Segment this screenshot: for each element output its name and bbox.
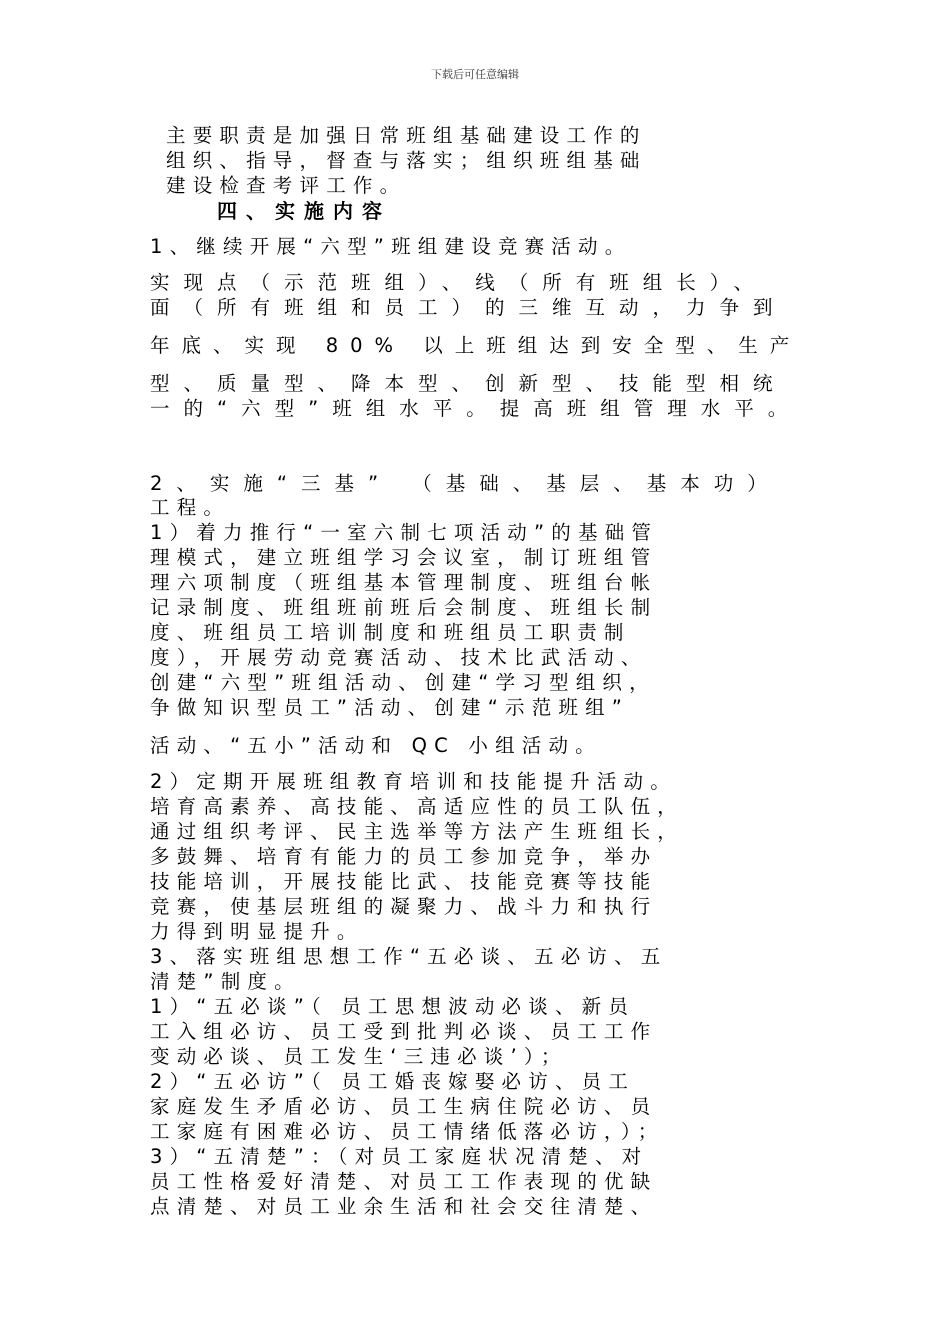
text-line: 度、班组员工培训制度和班组员工职责制 xyxy=(150,621,631,644)
text-line: 2）定期开展班组教育培训和技能提升活动。 xyxy=(150,770,677,793)
text-line: 创建“六型”班组活动、创建“学习型组织， xyxy=(150,671,656,694)
text-line: 理模式，建立班组学习会议室，制订班组管 xyxy=(150,546,658,569)
text-line: 2、实施“三基” （基础、基层、基本功） xyxy=(150,472,781,495)
text-line: 3）“五清楚”：（对员工家庭状况清楚、对 xyxy=(150,1145,649,1168)
text-line: 型、质量型、降本型、创新型、技能型相统 xyxy=(150,372,787,395)
text-line: 主要职责是加强日常班组基础建设工作的 xyxy=(166,124,647,147)
text-line: 面（所有班组和员工）的三维互动，力争到 xyxy=(150,296,787,319)
text-line: 竞赛，使基层班组的凝聚力、战斗力和执行 xyxy=(150,895,658,918)
text-line: 2）“五必访”（ 员工婚丧嫁娶必访、员工 xyxy=(150,1070,636,1093)
text-line: 多鼓舞、培育有能力的员工参加竞争，举办 xyxy=(150,845,658,868)
text-line: 1）着力推行“一室六制七项活动”的基础管 xyxy=(150,521,659,544)
text-line: 1、继续开展“六型”班组建设竞赛活动。 xyxy=(150,235,632,258)
text-line: 度），开展劳动竞赛活动、技术比武活动、 xyxy=(150,646,648,669)
text-line: 变动必谈、员工发生‘三违必谈’）； xyxy=(150,1045,568,1068)
text-line: 组织、指导，督查与落实；组织班组基础 xyxy=(166,149,647,172)
text-line: 3、落实班组思想工作“五必谈、五必访、五 xyxy=(150,945,668,968)
text-line: 一的“六型”班组水平。提高班组管理水平。 xyxy=(150,397,802,420)
text-line: 工入组必访、员工受到批判必谈、员工工作 xyxy=(150,1020,658,1043)
text-line: 记录制度、班组班前班后会制度、班组长制 xyxy=(150,596,658,619)
text-line: 活动、“五小”活动和 QC 小组活动。 xyxy=(150,734,602,757)
text-line: 年底、实现 80% 以上班组达到安全型、生产 xyxy=(150,334,802,357)
text-line: 工家庭有困难必访、员工情绪低落必访，）； xyxy=(150,1120,665,1143)
text-line: 工程。 xyxy=(150,496,231,519)
text-line: 清楚”制度。 xyxy=(150,970,301,993)
text-line: 点清楚、对员工业余生活和社会交往清楚、 xyxy=(150,1195,658,1218)
text-line: 建设检查考评工作。 xyxy=(166,174,407,197)
text-line: 技能培训，开展技能比武、技能竞赛等技能 xyxy=(150,870,658,893)
text-line: 1）“五必谈”（ 员工思想波动必谈、新员 xyxy=(150,995,636,1018)
page-header: 下载后可任意编辑 xyxy=(431,68,519,81)
text-line: 培育高素养、高技能、高适应性的员工队伍， xyxy=(150,795,685,818)
text-line: 通过组织考评、民主选举等方法产生班组长， xyxy=(150,820,685,843)
text-line: 家庭发生矛盾必访、员工生病住院必访、员 xyxy=(150,1095,658,1118)
section-heading: 四、实施内容 xyxy=(217,199,391,223)
text-line: 实现点（示范班组）、线（所有班组长）、 xyxy=(150,271,768,294)
text-line: 力得到明显提升。 xyxy=(150,920,364,943)
text-line: 理六项制度（班组基本管理制度、班组台帐 xyxy=(150,571,658,594)
text-line: 争做知识型员工”活动、创建“示范班组” xyxy=(150,696,630,719)
text-line: 员工性格爱好清楚、对员工工作表现的优缺 xyxy=(150,1170,658,1193)
